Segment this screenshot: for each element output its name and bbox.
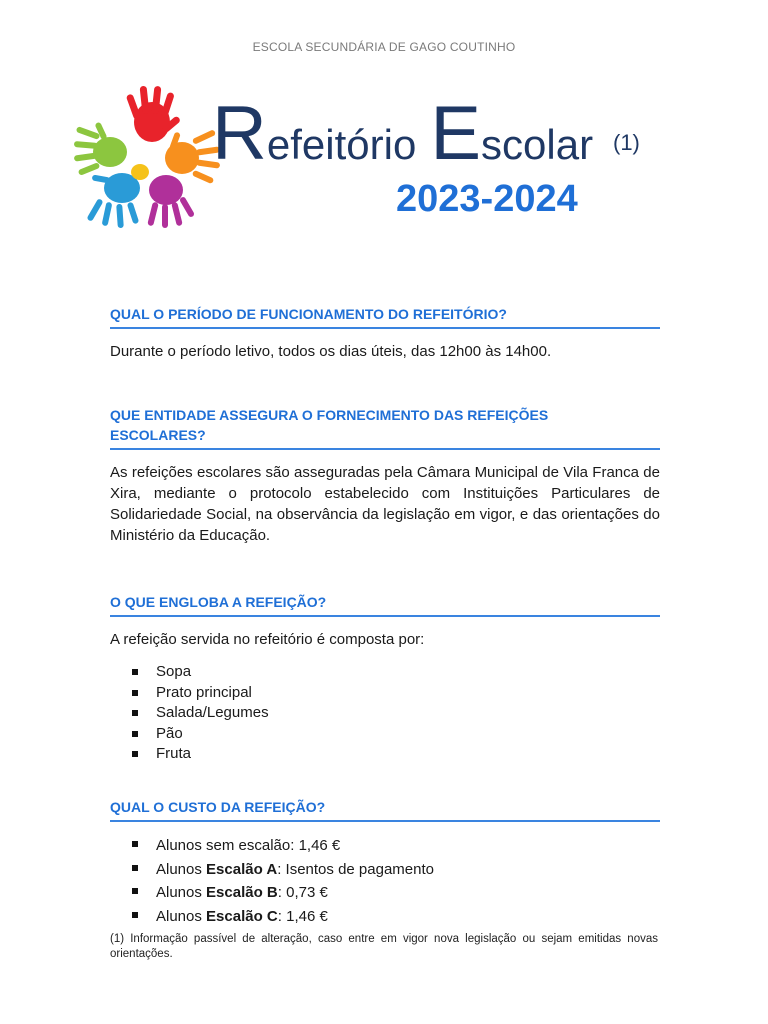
bullet-square-icon <box>132 888 138 894</box>
cost-list <box>110 834 660 928</box>
bullet-square-icon <box>132 751 138 757</box>
bullet-square-icon <box>132 669 138 675</box>
title-word-1: efeitório <box>266 121 417 168</box>
section-heading <box>110 405 660 450</box>
bullet-square-icon <box>132 912 138 918</box>
bullet-square-icon <box>132 710 138 716</box>
red-hand-icon <box>126 86 181 142</box>
bullet-square-icon <box>132 865 138 871</box>
section-meal-provider <box>110 405 660 546</box>
school-year: 2023-2024 <box>396 178 578 220</box>
list-item: Pão <box>110 724 660 745</box>
title-initial-r: R <box>212 91 267 176</box>
page-title <box>212 91 594 176</box>
section-text: Durante o período letivo, todos os dias úteis, das 12h00 às 14h00. <box>110 343 552 360</box>
list-item: Alunos Escalão A: Isentos de pagamento <box>110 858 660 882</box>
title-footnote-ref: (1) <box>613 130 640 155</box>
section-heading-line-2: ESCOLARES? <box>110 427 206 443</box>
yellow-accent-icon <box>131 164 149 180</box>
school-name: ESCOLA SECUNDÁRIA DE GAGO COUTINHO <box>252 40 516 54</box>
list-item: Sopa <box>110 662 660 683</box>
list-item: Fruta <box>110 744 660 765</box>
list-item: Alunos sem escalão: 1,46 € <box>110 834 660 858</box>
section-text: A refeição servida no refeitório é composta por: <box>110 631 425 648</box>
list-item: Alunos Escalão C: 1,46 € <box>110 905 660 929</box>
list-item: Prato principal <box>110 683 660 704</box>
section-meal-cost <box>110 797 660 928</box>
section-heading: QUAL O PERÍODO DE FUNCIONAMENTO DO REFEITÓRIO? <box>110 304 660 329</box>
bullet-square-icon <box>132 841 138 847</box>
section-operating-period <box>110 304 660 362</box>
meal-items-list <box>110 662 660 765</box>
footnote: (1) Informação passível de alteração, caso entre em vigor nova legislação ou sejam emitidas novas orientações. <box>110 933 658 960</box>
list-item: Alunos Escalão B: 0,73 € <box>110 881 660 905</box>
bullet-square-icon <box>132 690 138 696</box>
section-text: As refeições escolares são asseguradas pela Câmara Municipal de Vila Franca de Xira, mediante o protocolo estabelecido com Instituições Particulares de Solidariedade Social, na observância da legislação em vigor, e das orientações do Ministério da Educação. <box>110 464 660 544</box>
section-heading: O QUE ENGLOBA A REFEIÇÃO? <box>110 592 660 617</box>
colorful-hands-icon <box>70 80 220 230</box>
bullet-square-icon <box>132 731 138 737</box>
green-hand-icon <box>74 122 127 176</box>
blue-hand-icon <box>86 173 140 228</box>
purple-hand-icon <box>147 175 195 228</box>
section-heading: QUAL O CUSTO DA REFEIÇÃO? <box>110 797 660 822</box>
list-item: Salada/Legumes <box>110 703 660 724</box>
section-meal-contents <box>110 592 660 765</box>
section-heading-line-1: QUE ENTIDADE ASSEGURA O FORNECIMENTO DAS REFEIÇÕES <box>110 407 549 423</box>
title-initial-e: E <box>430 91 482 176</box>
title-word-2: scolar <box>481 121 594 168</box>
